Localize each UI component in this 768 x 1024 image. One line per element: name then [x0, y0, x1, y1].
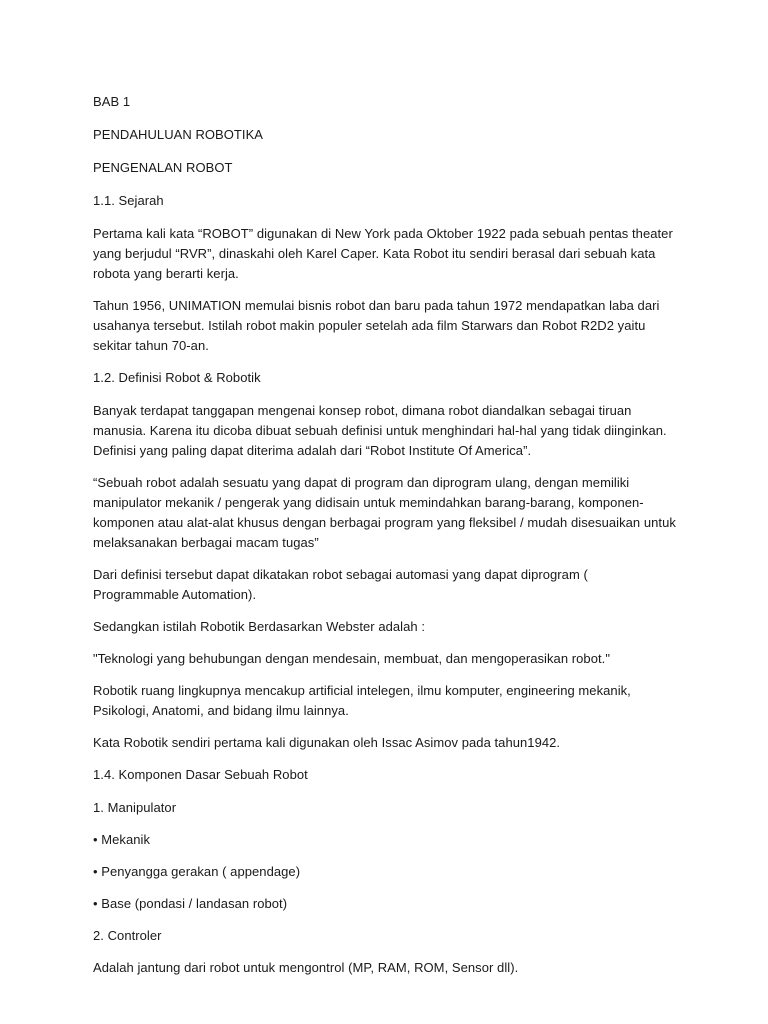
document-title: PENDAHULUAN ROBOTIKA — [93, 127, 264, 142]
paragraph-line: Tahun 1956, UNIMATION memulai bisnis robot dan baru pada tahun 1972 mendapatkan laba dari — [93, 298, 660, 313]
paragraph-line: Definisi yang paling dapat diterima adalah dari “Robot Institute Of America”. — [93, 443, 532, 458]
paragraph-controler: Adalah jantung dari robot untuk mengontrol (MP, RAM, ROM, Sensor dll). — [93, 960, 519, 975]
paragraph-history-2 — [93, 296, 683, 356]
paragraph-line: manipulator mekanik / pengerak yang didisain untuk memindahkan barang-barang, komponen- — [93, 495, 644, 510]
chapter-label: BAB 1 — [93, 94, 131, 109]
paragraph-line: sekitar tahun 70-an. — [93, 338, 209, 353]
paragraph-line: Dari definisi tersebut dapat dikatakan robot sebagai automasi yang dapat diprogram ( — [93, 567, 588, 582]
section-heading-1-1: 1.1. Sejarah — [93, 193, 164, 208]
paragraph-line: Banyak terdapat tanggapan mengenai konsep robot, dimana robot diandalkan sebagai tiruan — [93, 403, 632, 418]
paragraph-line: Programmable Automation). — [93, 587, 257, 602]
paragraph-line: “Sebuah robot adalah sesuatu yang dapat di program dan diprogram ulang, dengan memiliki — [93, 475, 630, 490]
bullet-item-mekanik: • Mekanik — [93, 832, 151, 847]
paragraph-line: Robotik ruang lingkupnya mencakup artificial intelegen, ilmu komputer, engineering mekanik, — [93, 683, 631, 698]
paragraph-line: yang berjudul “RVR”, dinaskahi oleh Karel Caper. Kata Robot itu sendiri berasal dari sebuah kata — [93, 246, 656, 261]
paragraph-line: Psikologi, Anatomi, and bidang ilmu lainnya. — [93, 703, 349, 718]
paragraph-definition-quote — [93, 473, 683, 553]
paragraph-asimov: Kata Robotik sendiri pertama kali digunakan oleh Issac Asimov pada tahun1942. — [93, 735, 561, 750]
paragraph-definition-1 — [93, 401, 683, 461]
section-heading-1-4: 1.4. Komponen Dasar Sebuah Robot — [93, 767, 308, 782]
paragraph-robotics-scope — [93, 681, 683, 721]
bullet-item-appendage: • Penyangga gerakan ( appendage) — [93, 864, 301, 879]
paragraph-line: robota yang berarti kerja. — [93, 266, 239, 281]
section-heading-1-2: 1.2. Definisi Robot & Robotik — [93, 370, 261, 385]
paragraph-history-1 — [93, 224, 683, 284]
document-subtitle: PENGENALAN ROBOT — [93, 160, 233, 175]
list-item-manipulator: 1. Manipulator — [93, 800, 177, 815]
paragraph-webster-intro: Sedangkan istilah Robotik Berdasarkan Webster adalah : — [93, 619, 425, 634]
paragraph-line: komponen atau alat-alat khusus dengan berbagai program yang fleksibel / mudah disesuaikan untuk — [93, 515, 676, 530]
paragraph-webster-quote: "Teknologi yang behubungan dengan mendesain, membuat, dan mengoperasikan robot." — [93, 651, 610, 666]
paragraph-line: Pertama kali kata “ROBOT” digunakan di New York pada Oktober 1922 pada sebuah pentas theater — [93, 226, 673, 241]
paragraph-line: melaksanakan berbagai macam tugas” — [93, 535, 319, 550]
paragraph-line: manusia. Karena itu dicoba dibuat sebuah definisi untuk menghindari hal-hal yang tidak diinginkan. — [93, 423, 667, 438]
paragraph-definition-2 — [93, 565, 683, 605]
document-body — [93, 92, 683, 990]
bullet-item-base: • Base (pondasi / landasan robot) — [93, 896, 288, 911]
list-item-controler: 2. Controler — [93, 928, 162, 943]
paragraph-line: usahanya tersebut. Istilah robot makin populer setelah ada film Starwars dan Robot R2D2 yaitu — [93, 318, 646, 333]
